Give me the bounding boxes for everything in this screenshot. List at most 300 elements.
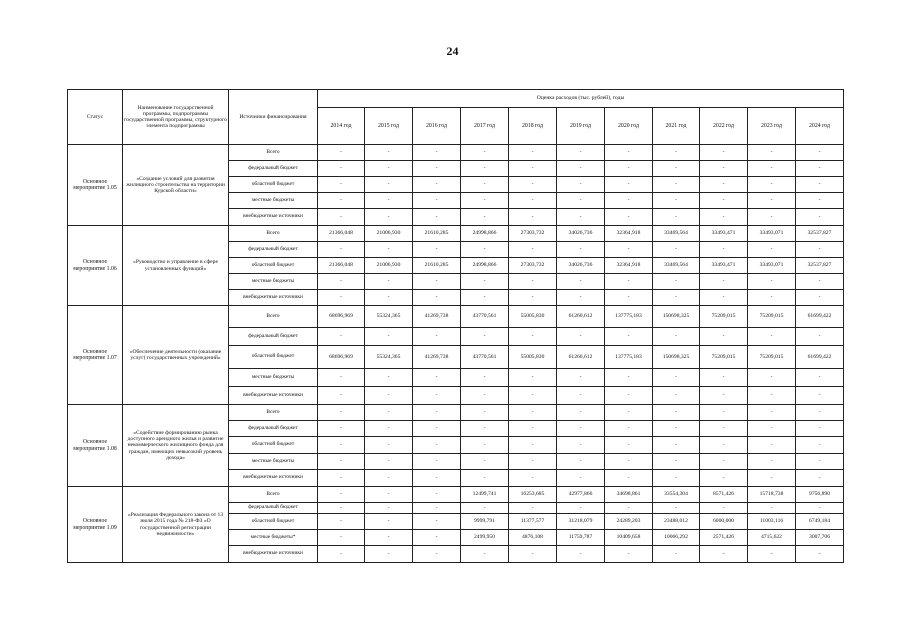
value-cell: - [605,546,653,563]
value-cell: 55005,830 [509,306,557,328]
value-cell: - [557,387,605,405]
value-cell: - [605,369,653,387]
value-cell: - [700,546,748,563]
value-cell: - [796,546,844,563]
value-cell: - [413,503,461,514]
value-cell: 32537,827 [796,226,844,242]
value-cell: - [461,405,509,421]
value-cell: 27303,732 [509,258,557,274]
year-header: 2017 год [461,108,509,145]
value-cell: 75209,015 [748,346,796,369]
value-cell: 24998,866 [461,258,509,274]
table-row [68,226,844,242]
value-cell: 21610,285 [413,226,461,242]
value-cell: 75209,015 [700,306,748,328]
table-row [68,405,844,421]
year-header: 2021 год [653,108,700,145]
value-cell: - [653,161,700,177]
table-row [68,487,844,503]
funding-source-cell: областной бюджет [229,258,318,274]
status-cell: Основное мероприятие 1.06 [68,226,123,306]
value-cell: - [318,328,365,346]
value-cell: - [509,193,557,209]
value-cell: 33469,564 [653,258,700,274]
value-cell: - [653,546,700,563]
funding-source-cell: Всего [229,226,318,242]
value-cell: - [748,274,796,290]
value-cell: - [509,161,557,177]
value-cell: - [509,437,557,454]
funding-source-cell: внебюджетные источники [229,387,318,405]
value-cell: - [557,274,605,290]
value-cell: 33493,071 [748,258,796,274]
funding-source-cell: областной бюджет [229,514,318,530]
value-cell: 9756,890 [796,487,844,503]
value-cell: - [557,290,605,306]
value-cell: - [509,546,557,563]
value-cell: - [748,145,796,161]
value-cell: - [605,503,653,514]
value-cell: - [605,437,653,454]
value-cell: 27303,732 [509,226,557,242]
value-cell: - [413,514,461,530]
value-cell: - [413,546,461,563]
value-cell: 24998,866 [461,226,509,242]
value-cell: - [365,177,413,193]
value-cell: - [461,242,509,258]
value-cell: - [318,145,365,161]
value-cell: - [318,369,365,387]
value-cell: - [413,193,461,209]
value-cell: - [413,161,461,177]
value-cell: - [461,369,509,387]
year-header: 2016 год [413,108,461,145]
funding-source-cell: местные бюджеты [229,454,318,470]
value-cell: - [557,193,605,209]
value-cell: - [509,369,557,387]
value-cell: - [365,145,413,161]
value-cell: 9999,791 [461,514,509,530]
funding-source-cell: внебюджетные источники [229,209,318,226]
value-cell: - [413,530,461,546]
funding-source-cell: внебюджетные источники [229,470,318,487]
value-cell: - [605,161,653,177]
value-cell: - [700,503,748,514]
value-cell: - [509,177,557,193]
value-cell: - [700,328,748,346]
value-cell: - [700,387,748,405]
value-cell: 10066,292 [653,530,700,546]
value-cell: - [796,274,844,290]
value-cell: - [653,274,700,290]
value-cell: - [461,546,509,563]
value-cell: - [700,145,748,161]
funding-source-cell: федеральный бюджет [229,328,318,346]
value-cell: - [605,328,653,346]
value-cell: 2571,426 [700,530,748,546]
value-cell: - [557,454,605,470]
value-cell: - [365,470,413,487]
value-cell: - [605,209,653,226]
value-cell: - [318,514,365,530]
value-cell: 32537,827 [796,258,844,274]
value-cell: - [653,405,700,421]
value-cell: 61699,422 [796,346,844,369]
value-cell: - [509,387,557,405]
year-header: 2023 год [748,108,796,145]
value-cell: - [748,546,796,563]
year-header: 2020 год [605,108,653,145]
value-cell: 21366,048 [318,258,365,274]
value-cell: - [605,290,653,306]
funding-source-cell: внебюджетные источники [229,546,318,563]
budget-table [67,89,844,563]
value-cell: - [748,454,796,470]
value-cell: - [413,421,461,437]
funding-source-cell: областной бюджет [229,437,318,454]
value-cell: - [318,454,365,470]
value-cell: 42977,866 [557,487,605,503]
value-cell: - [318,546,365,563]
value-cell: - [748,193,796,209]
value-cell: - [318,209,365,226]
value-cell: 75209,015 [700,346,748,369]
value-cell: - [509,290,557,306]
table-body [68,145,844,563]
value-cell: - [653,209,700,226]
value-cell: - [557,145,605,161]
value-cell: 68696,969 [318,346,365,369]
value-cell: 34698,861 [605,487,653,503]
status-cell: Основное мероприятие 1.07 [68,306,123,405]
funding-source-cell: Всего [229,405,318,421]
value-cell: 16253,685 [509,487,557,503]
funding-source-cell: внебюджетные источники [229,290,318,306]
value-cell: - [461,274,509,290]
value-cell: - [748,242,796,258]
value-cell: - [700,161,748,177]
value-cell: - [700,405,748,421]
value-cell: - [653,177,700,193]
value-cell: 11759,787 [557,530,605,546]
value-cell: - [509,145,557,161]
value-cell: - [413,145,461,161]
value-cell: 34026,736 [557,226,605,242]
value-cell: - [509,209,557,226]
value-cell: 32364,918 [605,258,653,274]
value-cell: - [413,454,461,470]
value-cell: - [318,161,365,177]
header-estimate: Оценка расходов (тыс. рублей), годы [318,90,844,108]
value-cell: - [605,387,653,405]
value-cell: - [653,454,700,470]
value-cell: - [605,405,653,421]
header-name: Наименование государственной программы, подпрограммы государственной программы, структурного элемента подпрограммы [123,90,229,145]
value-cell: - [365,546,413,563]
year-header: 2019 год [557,108,605,145]
value-cell: - [365,161,413,177]
value-cell: - [365,487,413,503]
value-cell: 11377,577 [509,514,557,530]
value-cell: 24289,203 [605,514,653,530]
program-name-cell: «Содействие формированию рынка доступного арендного жилья и развитие некоммерческого жилищного фонда для граждан, имеющих невысокий уровень дохода» [123,405,229,487]
value-cell: 21006,930 [365,258,413,274]
value-cell: - [796,290,844,306]
value-cell: - [365,369,413,387]
value-cell: - [796,369,844,387]
value-cell: - [796,209,844,226]
page-number: 24 [446,44,459,58]
status-cell: Основное мероприятие 1.05 [68,145,123,226]
value-cell: - [413,487,461,503]
funding-source-cell: местные бюджеты [229,193,318,209]
funding-source-cell: местные бюджеты [229,274,318,290]
value-cell: 33493,471 [700,258,748,274]
value-cell: - [461,145,509,161]
value-cell: - [653,437,700,454]
value-cell: - [318,487,365,503]
value-cell: 15718,738 [748,487,796,503]
value-cell: - [653,387,700,405]
value-cell: - [318,530,365,546]
value-cell: - [557,369,605,387]
value-cell: - [796,161,844,177]
value-cell: - [557,209,605,226]
value-cell: 31218,079 [557,514,605,530]
header-status: Статус [68,90,123,145]
value-cell: - [509,405,557,421]
value-cell: - [700,193,748,209]
value-cell: - [365,328,413,346]
program-name-cell: «Руководство и управление в сфере установленных функций» [123,226,229,306]
value-cell: 21366,048 [318,226,365,242]
value-cell: 55005,830 [509,346,557,369]
value-cell: - [796,470,844,487]
value-cell: - [365,387,413,405]
value-cell: - [365,209,413,226]
value-cell: 61699,422 [796,306,844,328]
program-name-cell: «Реализация Федерального закона от 13 июля 2015 года № 218-ФЗ «О государственной регистрации недвижимости» [123,487,229,563]
header-sources: Источники финансирования [229,90,318,145]
value-cell: - [605,145,653,161]
value-cell: - [557,161,605,177]
funding-source-cell: Всего [229,487,318,503]
value-cell: - [557,405,605,421]
value-cell: - [365,437,413,454]
value-cell: - [365,530,413,546]
value-cell: - [461,387,509,405]
value-cell: - [748,369,796,387]
value-cell: - [365,405,413,421]
value-cell: 23488,012 [653,514,700,530]
value-cell: - [557,242,605,258]
program-name-cell: «Создание условий для развития жилищного строительства на территории Курской области» [123,145,229,226]
value-cell: 137775,183 [605,346,653,369]
value-cell: 6749,184 [796,514,844,530]
funding-source-cell: Всего [229,306,318,328]
value-cell: - [365,503,413,514]
value-cell: - [413,387,461,405]
value-cell: - [605,421,653,437]
value-cell: - [700,274,748,290]
value-cell: - [796,421,844,437]
value-cell: - [413,177,461,193]
value-cell: - [796,145,844,161]
value-cell: - [605,193,653,209]
value-cell: - [557,328,605,346]
value-cell: - [796,193,844,209]
value-cell: - [605,470,653,487]
value-cell: - [700,421,748,437]
value-cell: - [700,209,748,226]
value-cell: - [509,421,557,437]
value-cell: 21610,285 [413,258,461,274]
value-cell: - [653,193,700,209]
value-cell: - [748,209,796,226]
funding-source-cell: Всего [229,145,318,161]
value-cell: - [461,454,509,470]
value-cell: - [653,328,700,346]
value-cell: - [413,470,461,487]
value-cell: - [509,454,557,470]
value-cell: - [365,421,413,437]
value-cell: 55324,365 [365,346,413,369]
value-cell: - [413,369,461,387]
program-name-cell: «Обеспечение деятельности (оказание услуг) государственных учреждений» [123,306,229,405]
funding-source-cell: областной бюджет [229,346,318,369]
value-cell: - [509,470,557,487]
value-cell: - [365,454,413,470]
value-cell: 75209,015 [748,306,796,328]
value-cell: - [653,503,700,514]
value-cell: - [605,274,653,290]
value-cell: - [509,274,557,290]
value-cell: - [557,503,605,514]
value-cell: 10409,658 [605,530,653,546]
value-cell: - [796,177,844,193]
value-cell: - [509,242,557,258]
value-cell: - [461,470,509,487]
funding-source-cell: федеральный бюджет [229,421,318,437]
value-cell: - [748,290,796,306]
value-cell: - [461,328,509,346]
funding-source-cell: областной бюджет [229,177,318,193]
value-cell: - [509,328,557,346]
value-cell: - [461,161,509,177]
value-cell: - [700,470,748,487]
value-cell: - [413,242,461,258]
value-cell: - [748,328,796,346]
value-cell: - [796,242,844,258]
value-cell: - [748,177,796,193]
value-cell: - [318,242,365,258]
funding-source-cell: местные бюджеты* [229,530,318,546]
value-cell: 33554,304 [653,487,700,503]
value-cell: - [413,209,461,226]
value-cell: - [413,437,461,454]
value-cell: - [461,503,509,514]
value-cell: 8571,426 [700,487,748,503]
value-cell: - [461,177,509,193]
value-cell: - [365,193,413,209]
value-cell: - [700,242,748,258]
value-cell: 4876,108 [509,530,557,546]
value-cell: - [461,209,509,226]
value-cell: - [413,405,461,421]
year-header: 2015 год [365,108,413,145]
value-cell: - [796,503,844,514]
value-cell: - [318,470,365,487]
value-cell: - [461,421,509,437]
table-row [68,306,844,328]
funding-source-cell: федеральный бюджет [229,242,318,258]
value-cell: - [461,290,509,306]
value-cell: - [653,242,700,258]
value-cell: - [796,328,844,346]
value-cell: 34026,736 [557,258,605,274]
value-cell: - [461,193,509,209]
value-cell: - [318,421,365,437]
value-cell: - [653,290,700,306]
value-cell: 12499,741 [461,487,509,503]
value-cell: - [509,503,557,514]
value-cell: - [653,470,700,487]
value-cell: 21006,930 [365,226,413,242]
value-cell: - [605,177,653,193]
value-cell: - [365,514,413,530]
value-cell: - [557,470,605,487]
value-cell: - [653,369,700,387]
value-cell: - [318,387,365,405]
value-cell: 33493,071 [748,226,796,242]
value-cell: 150698,325 [653,306,700,328]
value-cell: 43770,561 [461,306,509,328]
value-cell: - [700,454,748,470]
value-cell: - [413,290,461,306]
value-cell: 4715,622 [748,530,796,546]
value-cell: - [796,437,844,454]
value-cell: - [653,145,700,161]
value-cell: - [700,290,748,306]
funding-source-cell: федеральный бюджет [229,161,318,177]
value-cell: 33493,471 [700,226,748,242]
value-cell: 150698,325 [653,346,700,369]
year-header: 2022 год [700,108,748,145]
value-cell: 3007,706 [796,530,844,546]
value-cell: - [557,421,605,437]
value-cell: - [605,242,653,258]
year-header: 2024 год [796,108,844,145]
status-cell: Основное мероприятие 1.08 [68,405,123,487]
status-cell: Основное мероприятие 1.09 [68,487,123,563]
value-cell: - [653,421,700,437]
value-cell: 2499,950 [461,530,509,546]
value-cell: - [748,387,796,405]
value-cell: 41269,738 [413,306,461,328]
value-cell: - [748,470,796,487]
value-cell: - [796,405,844,421]
value-cell: - [748,503,796,514]
value-cell: - [557,546,605,563]
value-cell: - [748,405,796,421]
value-cell: - [461,437,509,454]
value-cell: - [796,454,844,470]
year-header: 2018 год [509,108,557,145]
value-cell: 55324,365 [365,306,413,328]
value-cell: 6000,000 [700,514,748,530]
value-cell: 33469,564 [653,226,700,242]
value-cell: - [748,161,796,177]
